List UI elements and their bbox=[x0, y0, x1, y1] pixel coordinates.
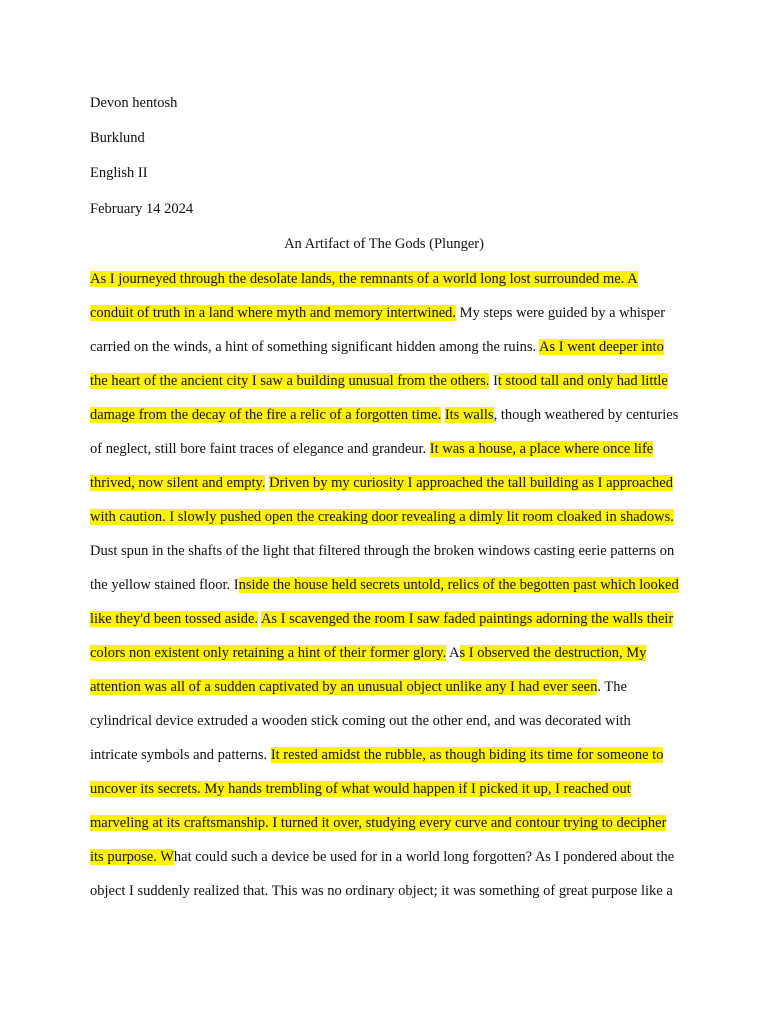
body-line bbox=[90, 507, 680, 541]
body-line bbox=[90, 609, 680, 643]
body-line bbox=[90, 779, 680, 813]
highlighted-text: conduit of truth in a land where myth and memory intertwined. bbox=[90, 305, 457, 321]
author-name: Devon hentosh bbox=[90, 95, 178, 111]
highlighted-text: t stood tall and only had little bbox=[497, 373, 668, 389]
essay-date: February 14 2024 bbox=[90, 201, 194, 217]
highlighted-text: its purpose. W bbox=[90, 849, 174, 865]
highlighted-text: thrived, now silent and empty. bbox=[90, 475, 266, 491]
body-line bbox=[90, 677, 680, 711]
body-line bbox=[90, 745, 680, 779]
body-line bbox=[90, 337, 680, 371]
instructor-name: Burklund bbox=[90, 130, 145, 146]
body-text: My steps were guided by a whisper bbox=[456, 305, 666, 321]
body-line bbox=[90, 541, 680, 575]
body-line bbox=[90, 473, 680, 507]
body-line bbox=[90, 303, 680, 337]
highlighted-text: It rested amidst the rubble, as though biding its time for someone to bbox=[270, 747, 664, 763]
highlighted-text: like they'd been tossed aside. bbox=[90, 611, 259, 627]
highlighted-text: marveling at its craftsmanship. I turned it over, studying every curve and contour trying to decipher bbox=[90, 815, 667, 831]
body-line bbox=[90, 813, 680, 847]
body-text: A bbox=[446, 645, 460, 661]
body-line bbox=[90, 575, 680, 609]
body-line bbox=[90, 405, 680, 439]
highlighted-text: As I journeyed through the desolate lands, the remnants of a world long lost surrounded me. A bbox=[90, 271, 638, 287]
highlighted-text: with caution. I slowly pushed open the creaking door revealing a dimly lit room cloaked in shadows. bbox=[90, 509, 674, 525]
highlighted-text: attention was all of a sudden captivated by an unusual object unlike any I had ever seen bbox=[90, 679, 598, 695]
body-text: the yellow stained floor. I bbox=[90, 577, 239, 593]
body-text: I bbox=[489, 373, 498, 389]
body-text: cylindrical device extruded a wooden stick coming out the other end, and was decorated with bbox=[90, 713, 631, 729]
body-line bbox=[90, 711, 680, 745]
highlighted-text: colors non existent only retaining a hint of their former glory. bbox=[90, 645, 447, 661]
body-line bbox=[90, 439, 680, 473]
body-line bbox=[90, 643, 680, 677]
body-text: of neglect, still bore faint traces of elegance and grandeur. bbox=[90, 441, 430, 457]
highlighted-text: Its walls bbox=[444, 407, 494, 423]
body-text: carried on the winds, a hint of something significant hidden among the ruins. bbox=[90, 339, 540, 355]
essay-body bbox=[90, 269, 680, 915]
body-text: , though weathered by centuries bbox=[493, 407, 679, 423]
body-text: intricate symbols and patterns. bbox=[90, 747, 271, 763]
course-name: English II bbox=[90, 165, 148, 181]
essay-title: An Artifact of The Gods (Plunger) bbox=[284, 236, 484, 252]
body-text: object I suddenly realized that. This was no ordinary object; it was something of great purpose like a bbox=[90, 883, 673, 899]
body-text: hat could such a device be used for in a world long forgotten? As I pondered about the bbox=[173, 849, 675, 865]
highlighted-text: s I observed the destruction, My bbox=[459, 645, 647, 661]
body-line bbox=[90, 269, 680, 303]
highlighted-text: nside the house held secrets untold, relics of the begotten past which looked bbox=[238, 577, 679, 593]
highlighted-text: As I went deeper into bbox=[539, 339, 664, 355]
highlighted-text: uncover its secrets. My hands trembling of what would happen if I picked it up, I reached out bbox=[90, 781, 631, 797]
body-line bbox=[90, 847, 680, 881]
highlighted-text: As I scavenged the room I saw faded paintings adorning the walls their bbox=[260, 611, 674, 627]
body-text: . The bbox=[597, 679, 627, 695]
body-text: Dust spun in the shafts of the light that filtered through the broken windows casting eerie patterns on bbox=[90, 543, 675, 559]
highlighted-text: damage from the decay of the fire a relic of a forgotten time. bbox=[90, 407, 442, 423]
body-line bbox=[90, 881, 680, 915]
body-line bbox=[90, 371, 680, 405]
highlighted-text: It was a house, a place where once life bbox=[429, 441, 654, 457]
highlighted-text: Driven by my curiosity I approached the tall building as I approached bbox=[269, 475, 673, 491]
highlighted-text: the heart of the ancient city I saw a building unusual from the others. bbox=[90, 373, 490, 389]
